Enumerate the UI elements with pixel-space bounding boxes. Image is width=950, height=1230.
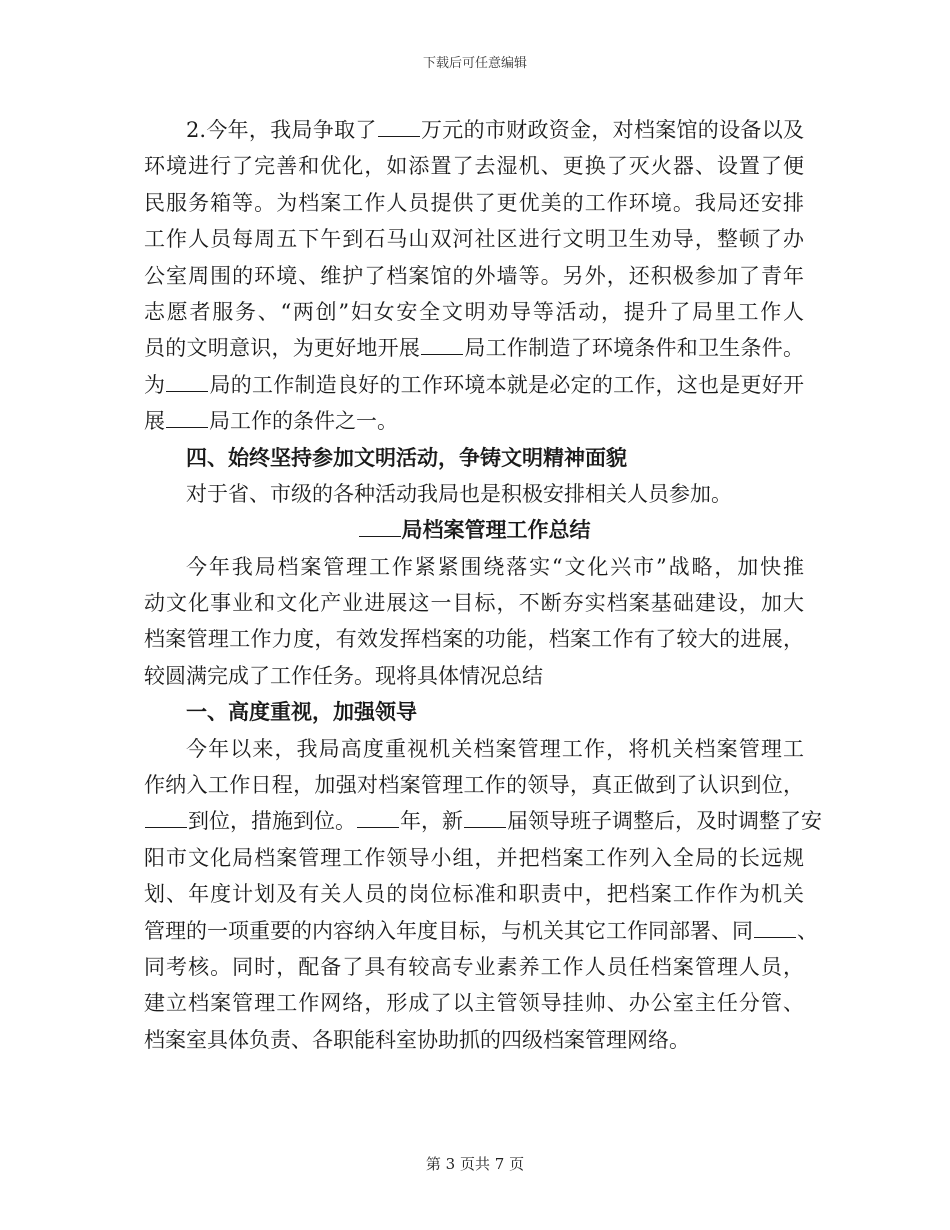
paragraph-line: 建立档案管理工作网络，形成了以主管领导挂帅、办公室主任分管、 xyxy=(144,991,804,1016)
paragraph-line: 档案管理工作力度，有效发挥档案的功能，档案工作有了较大的进展， xyxy=(144,627,804,652)
paragraph-line: 较圆满完成了工作任务。现将具体情况总结 xyxy=(144,663,543,688)
paragraph-line: 划、年度计划及有关人员的岗位标准和职责中，把档案工作作为机关 xyxy=(144,882,804,907)
section-heading: 一、高度重视，加强领导 xyxy=(186,699,417,725)
paragraph-line xyxy=(144,403,804,439)
paragraph-line: 民服务箱等。为档案工作人员提供了更优美的工作环境。我局还安排 xyxy=(144,190,804,215)
paragraph-line: 工作人员每周五下午到石马山双河社区进行文明卫生劝导，整顿了办 xyxy=(144,227,804,252)
paragraph-line xyxy=(144,112,804,148)
page-header: 下载后可任意编辑 xyxy=(422,56,527,71)
paragraph-line xyxy=(144,803,822,839)
text-run: 为 xyxy=(144,372,166,397)
text-run: 到位，措施到位。 xyxy=(188,809,356,834)
text-run: 万元的市财政资金，对档案馆的设备以及 xyxy=(420,118,804,142)
fill-blank xyxy=(359,534,401,537)
text-run: 展 xyxy=(144,409,165,434)
paragraph-line: 公室周围的环境、维护了档案馆的外墙等。另外，还积极参加了青年 xyxy=(144,263,804,288)
paragraph-line: 志愿者服务、“两创”妇女安全文明劝导等活动，提升了局里工作人 xyxy=(144,299,804,324)
section-heading: 四、始终坚持参加文明活动，争铸文明精神面貌 xyxy=(186,444,627,470)
fill-blank xyxy=(378,134,420,137)
text-run: 局工作的条件之一。 xyxy=(209,409,398,434)
text-run: 管理的一项重要的内容纳入年度目标，与机关其它工作同部署、同 xyxy=(144,918,753,943)
fill-blank xyxy=(145,825,187,828)
paragraph-line xyxy=(144,330,804,366)
text-run: 、 xyxy=(797,918,818,943)
fill-blank xyxy=(357,825,399,828)
paragraph-line: 同考核。同时，配备了具有较高专业素养工作人员任档案管理人员， xyxy=(144,954,804,979)
document-title xyxy=(144,512,804,548)
fill-blank xyxy=(166,425,208,428)
document-body xyxy=(144,112,822,1058)
paragraph-line: 今年我局档案管理工作紧紧围绕落实“文化兴市”战略，加快推 xyxy=(186,554,804,579)
fill-blank xyxy=(754,935,796,938)
text-run: 年，新 xyxy=(400,809,463,834)
text-run: 局的工作制造良好的工作环境本就是必定的工作，这也是更好开 xyxy=(209,372,805,397)
fill-blank xyxy=(421,352,463,355)
paragraph-line xyxy=(144,913,818,949)
paragraph-line: 档案室具体负责、各职能科室协助抓的四级档案管理网络。 xyxy=(144,1027,690,1052)
text-run: 届领导班子调整后，及时调整了安 xyxy=(507,809,822,834)
text-run: 2.今年，我局争取了 xyxy=(186,118,377,142)
paragraph-line: 动文化事业和文化产业进展这一目标，不断夯实档案基础建设，加大 xyxy=(144,591,804,616)
title-text: 局档案管理工作总结 xyxy=(401,517,591,543)
fill-blank xyxy=(464,825,506,828)
text-run: 员的文明意识，为更好地开展 xyxy=(144,336,421,361)
paragraph-line: 今年以来，我局高度重视机关档案管理工作，将机关档案管理工 xyxy=(186,736,804,761)
text-run: 局工作制造了环境条件和卫生条件。 xyxy=(464,336,805,361)
paragraph-line xyxy=(144,367,804,403)
paragraph-line: 对于省、市级的各种活动我局也是积极安排相关人员参加。 xyxy=(186,481,732,506)
paragraph-line: 阳市文化局档案管理工作领导小组，并把档案工作列入全局的长远规 xyxy=(144,845,804,870)
page-footer: 第 3 页共 7 页 xyxy=(425,1155,525,1173)
paragraph-line: 作纳入工作日程，加强对档案管理工作的领导，真正做到了认识到位， xyxy=(144,773,804,798)
fill-blank xyxy=(166,389,208,392)
paragraph-line: 环境进行了完善和优化，如添置了去湿机、更换了灭火器、设置了便 xyxy=(144,154,804,179)
